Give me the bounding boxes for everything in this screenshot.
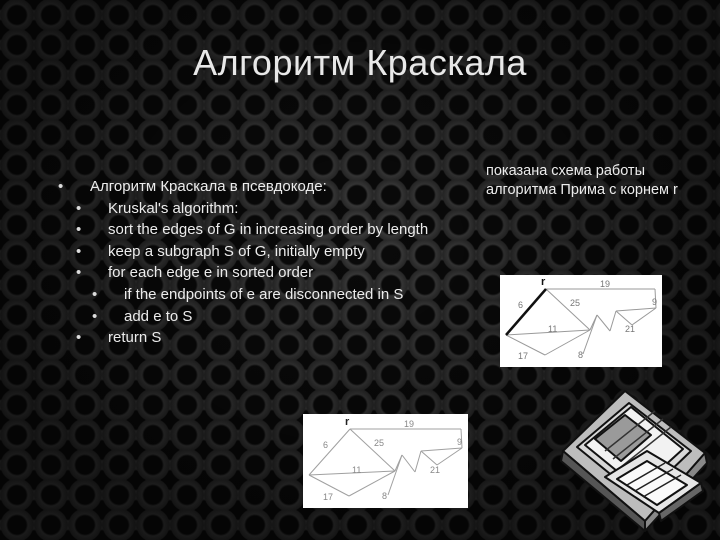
- bullet-item: • add e to S: [58, 306, 438, 328]
- edge-weight-label: 25: [374, 438, 385, 448]
- edge-weight-label: 17: [518, 351, 529, 361]
- edge-weight-label: 11: [352, 465, 362, 475]
- edge-weight-label: 6: [323, 440, 329, 450]
- graph-diagram-bottom: [303, 414, 468, 508]
- edge-weight-label: 19: [600, 279, 611, 289]
- edge-weight-label: 21: [625, 324, 636, 334]
- bullet-item: • keep a subgraph S of G, initially empty: [58, 241, 438, 263]
- bullet-item: • Kruskal's algorithm:: [58, 198, 438, 220]
- edge-weight-label: 9: [652, 297, 658, 307]
- bullet-item: • Алгоритм Краскала в псевдокоде:: [58, 176, 438, 198]
- graph-root-label: r: [541, 276, 546, 288]
- floppy-disks-icon: [555, 381, 715, 538]
- graph-diagram-top: [500, 275, 662, 367]
- edge-weight-label: 19: [404, 419, 415, 429]
- figure-caption: показана схема работы алгоритма Прима с корнем r: [486, 163, 678, 198]
- edge-weight-label: 9: [457, 437, 463, 447]
- edge-weight-label: 21: [430, 465, 441, 475]
- edge-weight-label: 8: [382, 491, 388, 501]
- graph-svg: [500, 275, 662, 367]
- edge-weight-label: 25: [570, 298, 581, 308]
- slide-title: Алгоритм Краскала: [193, 42, 527, 83]
- bullet-item: • sort the edges of G in increasing order by length: [58, 219, 438, 241]
- bullet-list: [58, 176, 438, 349]
- bullet-item: • for each edge e in sorted order: [58, 262, 438, 284]
- edge-weight-label: 8: [578, 350, 584, 360]
- bullet-item: • if the endpoints of e are disconnected in S: [58, 284, 438, 306]
- graph-root-label: r: [345, 416, 350, 428]
- bullet-item: • return S: [58, 327, 438, 349]
- edge-weight-label: 6: [518, 300, 524, 310]
- edge-weight-label: 11: [548, 324, 558, 334]
- edge-weight-label: 17: [323, 492, 334, 502]
- graph-svg: [303, 414, 468, 508]
